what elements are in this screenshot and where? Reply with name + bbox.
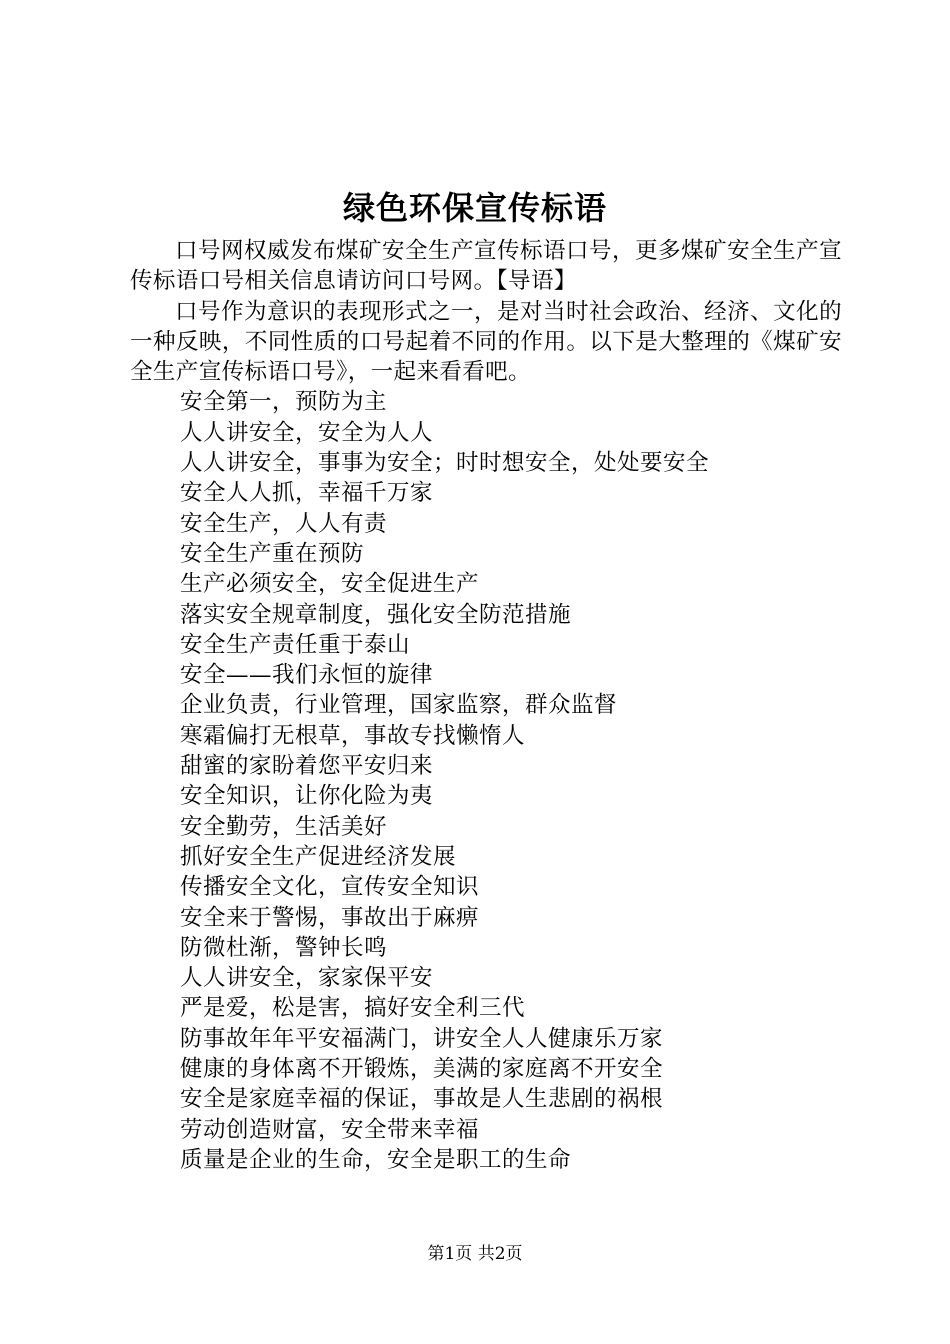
slogan-item: 安全第一，预防为主 <box>180 389 388 416</box>
slogan-item: 寒霜偏打无根草，事故专找懒惰人 <box>180 722 526 749</box>
slogan-item: 防微杜渐，警钟长鸣 <box>180 934 388 961</box>
slogan-item: 安全人人抓，幸福千万家 <box>180 480 434 507</box>
slogan-item: 企业负责，行业管理，国家监察，群众监督 <box>180 692 618 719</box>
slogan-item: 传播安全文化，宣传安全知识 <box>180 874 480 901</box>
slogan-item: 生产必须安全，安全促进生产 <box>180 571 480 598</box>
slogan-item: 落实安全规章制度，强化安全防范措施 <box>180 601 572 628</box>
document-body <box>130 236 842 1175</box>
slogan-item: 安全勤劳，生活美好 <box>180 813 388 840</box>
slogan-item: 人人讲安全，家家保平安 <box>180 965 434 992</box>
page-footer: 第1页 共2页 <box>427 1244 523 1264</box>
slogan-item: 甜蜜的家盼着您平安归来 <box>180 753 434 780</box>
lead-paragraph: 口号作为意识的表现形式之一，是对当时社会政治、经济、文化的一种反映，不同性质的口号起着不同的作用。以下是大整理的《煤矿安全生产宣传标语口号》，一起来看看吧。 <box>130 298 842 386</box>
slogan-item: 安全生产重在预防 <box>180 540 365 567</box>
slogan-item: 安全生产，人人有责 <box>180 510 388 537</box>
slogan-item: 人人讲安全，事事为安全；时时想安全，处处要安全 <box>180 450 710 477</box>
slogan-item: 防事故年年平安福满门，讲安全人人健康乐万家 <box>180 1025 664 1052</box>
slogan-item: 质量是企业的生命，安全是职工的生命 <box>180 1146 572 1173</box>
slogan-item: 健康的身体离不开锻炼，美满的家庭离不开安全 <box>180 1056 664 1083</box>
intro-paragraph: 口号网权威发布煤矿安全生产宣传标语口号，更多煤矿安全生产宣传标语口号相关信息请访问口号网。【导语】 <box>130 238 842 295</box>
slogan-item: 安全——我们永恒的旋律 <box>180 662 434 689</box>
slogan-item: 抓好安全生产促进经济发展 <box>180 843 457 870</box>
slogan-item: 劳动创造财富，安全带来幸福 <box>180 1116 480 1143</box>
document-title: 绿色环保宣传标语 <box>342 189 607 227</box>
slogan-item: 安全来于警惕，事故出于麻痹 <box>180 904 480 931</box>
slogan-item: 安全知识，让你化险为夷 <box>180 783 434 810</box>
slogan-item: 人人讲安全，安全为人人 <box>180 419 434 446</box>
slogan-list <box>130 387 842 1175</box>
slogan-item: 安全是家庭幸福的保证，事故是人生悲剧的祸根 <box>180 1086 664 1113</box>
slogan-item: 安全生产责任重于泰山 <box>180 631 411 658</box>
slogan-item: 严是爱，松是害，搞好安全利三代 <box>180 995 526 1022</box>
